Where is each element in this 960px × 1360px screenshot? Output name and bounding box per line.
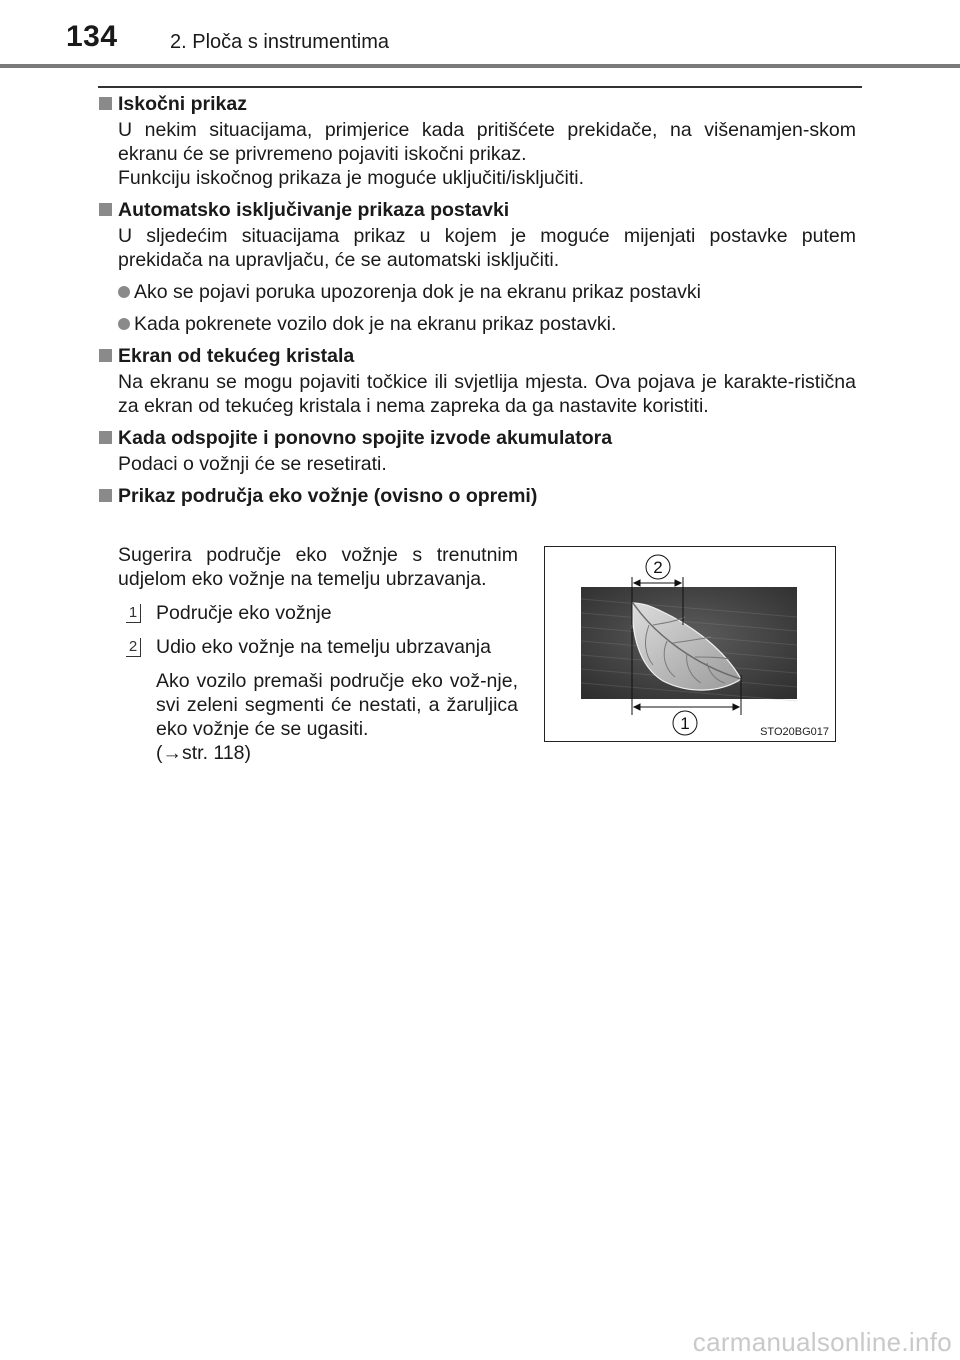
list-item: Ako se pojavi poruka upozorenja dok je na ekranu prikaz postavki xyxy=(98,280,856,304)
square-bullet-icon xyxy=(99,349,112,362)
main-content xyxy=(98,92,856,516)
callout-1-label: 1 xyxy=(680,714,690,733)
section-battery xyxy=(98,426,856,476)
square-bullet-icon xyxy=(99,97,112,110)
section-lcd xyxy=(98,344,856,418)
section-popup xyxy=(98,92,856,190)
section-heading: Kada odspojite i ponovno spojite izvode akumulatora xyxy=(98,426,856,450)
round-bullet-icon xyxy=(118,318,130,330)
eco-zone-illustration xyxy=(545,547,835,741)
paragraph: Na ekranu se mogu pojaviti točkice ili svjetlija mjesta. Ova pojava je karakte-ristična za ekran od tekućeg kristala i nema zapreka da ga nastavite koristiti. xyxy=(118,371,856,417)
paragraph: Sugerira područje eko vožnje s trenutnim udjelom eko vožnje na temelju ubrzavanja. xyxy=(118,544,518,590)
paragraph: U nekim situacijama, primjerice kada pritišćete prekidače, na višenamjen-skom ekranu će se privremeno pojaviti iskočni prikaz. xyxy=(118,119,856,165)
page-number: 134 xyxy=(66,20,118,53)
square-bullet-icon xyxy=(99,431,112,444)
section-heading: Automatsko isključivanje prikaza postavki xyxy=(98,198,856,222)
list-item: Kada pokrenete vozilo dok je na ekranu prikaz postavki. xyxy=(98,312,856,336)
section-heading: Prikaz područja eko vožnje (ovisno o opremi) xyxy=(98,484,856,508)
eco-description xyxy=(118,543,518,765)
section-heading: Ekran od tekućeg kristala xyxy=(98,344,856,368)
header-divider xyxy=(0,64,960,68)
numbered-item: 1 Područje eko vožnje xyxy=(118,601,518,625)
callout-2-label: 2 xyxy=(653,558,663,577)
section-eco xyxy=(98,484,856,508)
paragraph: Funkciju iskočnog prikaza je moguće uključiti/isključiti. xyxy=(118,167,585,189)
section-heading: Iskočni prikaz xyxy=(98,92,856,116)
number-badge: 1 xyxy=(126,604,141,623)
page-reference-link[interactable]: str. 118 xyxy=(182,742,245,764)
paragraph: Podaci o vožnji će se resetirati. xyxy=(118,453,387,475)
arrow-icon: → xyxy=(162,742,182,764)
content-top-rule xyxy=(98,86,862,88)
paragraph: U sljedećim situacijama prikaz u kojem je moguće mijenjati postavke putem prekidača na upravljaču, će se automatski isključiti. xyxy=(118,225,856,271)
chapter-title: 2. Ploča s instrumentima xyxy=(170,31,389,53)
square-bullet-icon xyxy=(99,489,112,502)
square-bullet-icon xyxy=(99,203,112,216)
page-header xyxy=(0,0,960,66)
number-badge: 2 xyxy=(126,638,141,657)
numbered-item: 2 Udio eko vožnje na temelju ubrzavanja xyxy=(118,635,518,659)
round-bullet-icon xyxy=(118,286,130,298)
watermark: carmanualsonline.info xyxy=(692,1327,952,1357)
eco-zone-figure xyxy=(544,546,836,742)
note-paragraph: Ako vozilo premaši područje eko vož-nje, svi zeleni segmenti će nestati, a žaruljica eko vožnje će se ugasiti. (→str. 118) xyxy=(156,670,518,764)
section-auto-off xyxy=(98,198,856,336)
figure-code: STO20BG017 xyxy=(760,726,829,738)
